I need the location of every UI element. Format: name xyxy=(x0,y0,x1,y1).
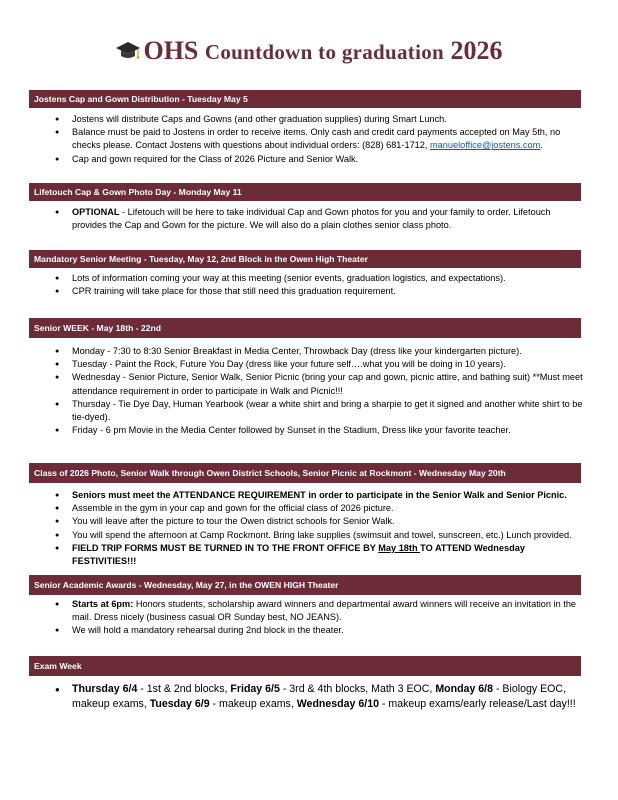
list-item: ● CPR training will take place for those that still need this graduation requirement. xyxy=(54,285,584,298)
list-item: ● Lots of information coming your way at this meeting (senior events, graduation logistics, and expectations). xyxy=(54,272,584,285)
list-item xyxy=(54,542,584,568)
section-heading-senior-week: Senior WEEK - May 18th - 22nd xyxy=(29,318,581,338)
list-item xyxy=(54,206,584,232)
exam-day: Thursday 6/4 xyxy=(72,683,138,695)
title-year: 2026 xyxy=(450,36,503,65)
field-trip-date: May 18th xyxy=(378,542,421,553)
section-heading-class-photo: Class of 2026 Photo, Senior Walk through Owen District Schools, Senior Picnic at Rockmont - Wednesday May 20th xyxy=(29,463,581,483)
section-jostens-list xyxy=(54,113,584,166)
section-heading-jostens: Jostens Cap and Gown Distribution - Tuesday May 5 xyxy=(29,90,581,108)
exam-detail: - makeup exams/early release/Last day!!! xyxy=(379,698,576,710)
list-item: ● Wednesday - Senior Picture, Senior Walk, Senior Picnic (bring your cap and gown, picnic attire, and bathing suit) **Must meet attendance requirement in order to participate in Walk and Picnic!!! xyxy=(54,371,584,397)
attendance-text: Seniors must meet the ATTENDANCE REQUIREMENT in order to participate in the Senior Walk and Senior Picnic. xyxy=(72,490,567,500)
optional-label: OPTIONAL xyxy=(72,207,120,217)
section-heading-senior-meeting: Mandatory Senior Meeting - Tuesday, May 12, 2nd Block in the Owen High Theater xyxy=(29,250,581,268)
section-awards-list xyxy=(54,598,584,638)
starts-label: Starts at 6pm: xyxy=(72,599,134,609)
balance-text: Balance must be paid to Jostens in order to receive items. Only cash and credit card payments accepted on May 5th, no checks please. Contact Jostens with questions about individual orders: (828) 681-1712, xyxy=(72,127,561,151)
exam-day: Friday 6/5 xyxy=(230,683,280,695)
list-item xyxy=(54,598,584,624)
page-title xyxy=(0,36,618,69)
section-heading-exam-week: Exam Week xyxy=(29,656,581,676)
title-word-ohs: OHS xyxy=(143,36,199,65)
section-senior-week-list xyxy=(54,345,584,437)
list-item xyxy=(54,682,584,712)
list-item: ● Thursday - Tie Dye Day, Human Yearbook (wear a white shirt and bring a sharpie to get it signed and another white shirt to be tie-dyed). xyxy=(54,398,584,424)
list-item: ● You will leave after the picture to tour the Owen district schools for Senior Walk. xyxy=(54,515,584,528)
section-lifetouch-list xyxy=(54,206,584,232)
list-item: ● Assemble in the gym in your cap and gown for the official class of 2026 picture. xyxy=(54,502,584,515)
awards-text: Honors students, scholarship award winners and departmental award winners will receive an invitation in the mail. Dress nicely (business casual OR Sunday best, NO JEANS). xyxy=(72,599,577,623)
exam-detail: - 1st & 2nd blocks, xyxy=(137,683,231,695)
list-item xyxy=(54,126,584,152)
exam-detail: - 3rd & 4th blocks, Math 3 EOC, xyxy=(279,683,436,695)
list-item: ● Cap and gown required for the Class of 2026 Picture and Senior Walk. xyxy=(54,153,584,166)
exam-day: Tuesday 6/9 xyxy=(149,698,210,710)
exam-detail: - makeup exams, xyxy=(209,698,297,710)
list-item: ● Monday - 7:30 to 8:30 Senior Breakfast in Media Center, Throwback Day (dress like your kindergarten picture). xyxy=(54,345,584,358)
exam-day: Wednesday 6/10 xyxy=(296,698,379,710)
list-item xyxy=(54,489,584,502)
exam-day: Monday 6/8 xyxy=(435,683,494,695)
list-item: ● We will hold a mandatory rehearsal during 2nd block in the theater. xyxy=(54,624,584,637)
field-trip-text-a: FIELD TRIP FORMS MUST BE TURNED IN TO THE FRONT OFFICE BY xyxy=(72,542,379,553)
section-class-photo-list xyxy=(54,489,584,568)
exam-detail: - Biology EOC, makeup exams, xyxy=(72,683,567,710)
section-heading-academic-awards: Senior Academic Awards - Wednesday, May 27, in the OWEN HIGH Theater xyxy=(29,575,581,595)
email-suffix: . xyxy=(540,140,543,151)
list-item: ● Friday - 6 pm Movie in the Media Center followed by Sunset in the Stadium, Dress like your favorite teacher. xyxy=(54,424,584,437)
lifetouch-text: - Lifetouch will be here to take individual Cap and Gown photos for you and your family to order. Lifetouch provides the Cap and Gown for the picture. We will also do a plain clothes senior class photo. xyxy=(72,207,551,231)
title-countdown: Countdown to graduation xyxy=(204,40,445,64)
section-exam-list xyxy=(54,682,584,712)
list-item: ● You will spend the afternoon at Camp Rockmont. Bring lake supplies (swimsuit and towel, sunscreen, etc.) Lunch provided. xyxy=(54,529,584,542)
section-heading-lifetouch: Lifetouch Cap & Gown Photo Day - Monday May 11 xyxy=(29,183,581,201)
email-link[interactable]: manueloffice@jostens.com xyxy=(430,140,541,151)
list-item: ● Tuesday - Paint the Rock, Future You Day (dress like your future self….what you will be doing in 10 years). xyxy=(54,358,584,371)
list-item: ● Jostens will distribute Caps and Gowns (and other graduation supplies) during Smart Lunch. xyxy=(54,113,584,126)
graduation-cap-icon xyxy=(115,39,141,69)
section-meeting-list xyxy=(54,272,584,298)
field-trip-text-b: TO ATTEND Wednesday FESTIVITIES!!! xyxy=(72,542,525,567)
